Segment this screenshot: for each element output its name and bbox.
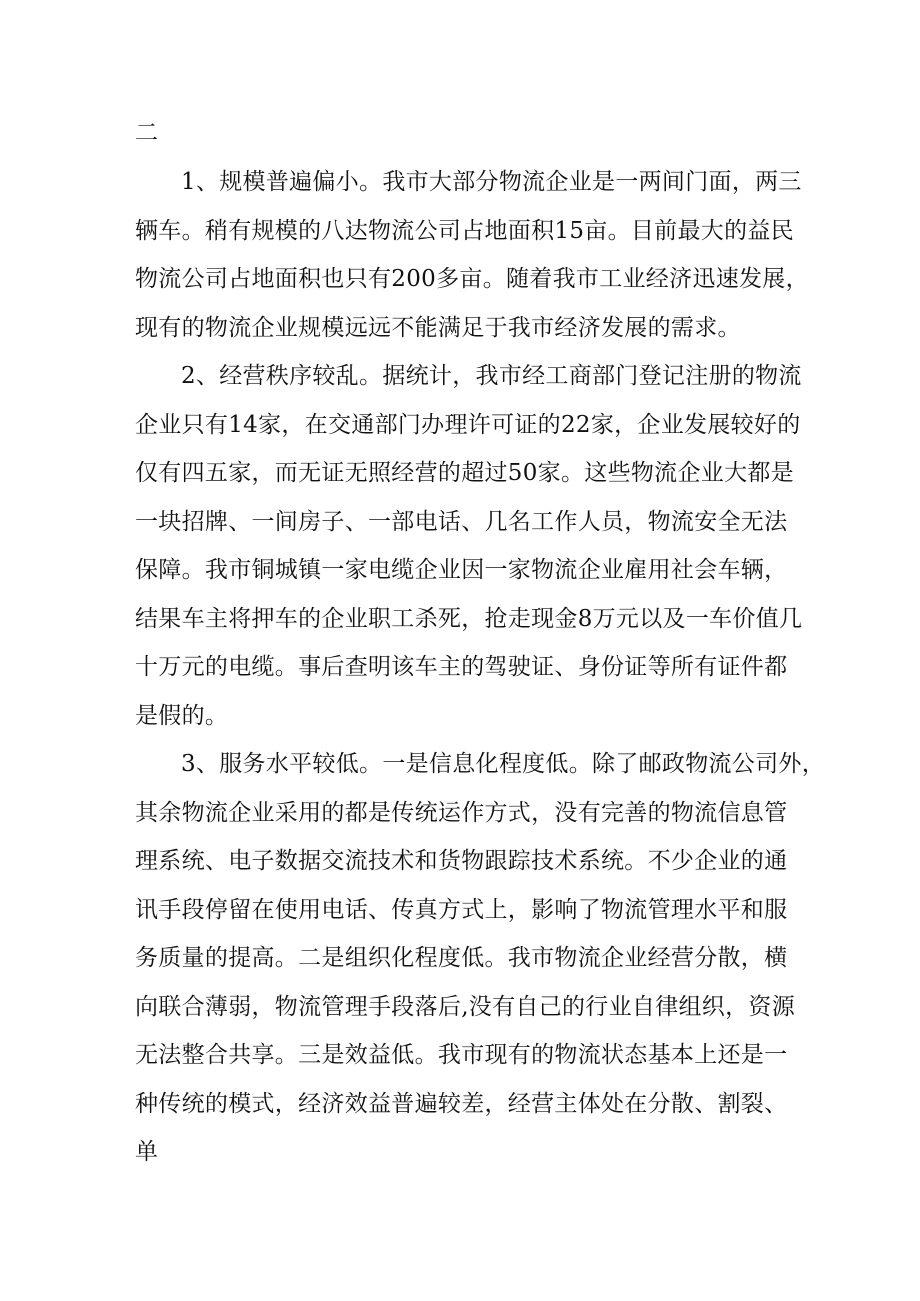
paragraph-3-line-1: 3、服务水平较低。一是信息化程度低。除了邮政物流公司外， (181, 751, 826, 777)
paragraph-3-line-4: 讯手段停留在使用电话、传真方式上，影响了物流管理水平和服 (135, 896, 788, 923)
paragraph-2-line-1: 2、经营秩序较乱。据统计，我市经工商部门登记注册的物流 (181, 363, 802, 389)
paragraph-1-line-4: 现有的物流企业规模远远不能满足于我市经济发展的需求。 (135, 314, 741, 341)
paragraph-3-line-2: 其余物流企业采用的都是传统运作方式，没有完善的物流信息管 (135, 799, 788, 826)
paragraph-1-line-1: 1、规模普遍偏小。我市大部分物流企业是一两间门面，两三 (181, 169, 802, 195)
section-heading: 二 (135, 120, 159, 146)
document-body (135, 108, 826, 1177)
paragraph-3-line-7: 无法整合共享。三是效益低。我市现有的物流状态基本上还是一 (135, 1042, 788, 1068)
paragraph-3-line-9: 单 (135, 1139, 159, 1165)
paragraph-2-line-5: 保障。我市铜城镇一家电缆企业因一家物流企业雇用社会车辆， (135, 557, 788, 583)
paragraph-2-line-3: 仅有四五家，而无证无照经营的超过50家。这些物流企业大都是 (135, 460, 794, 486)
paragraph-1-line-2: 辆车。稍有规模的八达物流公司占地面积15亩。目前最大的益民 (135, 217, 794, 244)
paragraph-3-line-5: 务质量的提高。二是组织化程度低。我市物流企业经营分散，横 (135, 945, 788, 971)
paragraph-1-line-3: 物流公司占地面积也只有200多亩。随着我市工业经济迅速发展， (135, 266, 809, 292)
paragraph-2-line-2: 企业只有14家，在交通部门办理许可证的22家，企业发展较好的 (135, 411, 801, 438)
paragraph-2-line-8: 是假的。 (135, 702, 229, 729)
paragraph-3-line-8: 种传统的模式，经济效益普遍较差，经营主体处在分散、割裂、 (135, 1090, 788, 1117)
paragraph-2-line-4: 一块招牌、一间房子、一部电话、几名工作人员，物流安全无法 (135, 508, 788, 535)
paragraph-3-line-6: 向联合薄弱，物流管理手段落后,没有自己的行业自律组织，资源 (135, 993, 796, 1020)
paragraph-2-line-7: 十万元的电缆。事后查明该车主的驾驶证、身份证等所有证件都 (135, 654, 788, 680)
paragraph-3-line-3: 理系统、电子数据交流技术和货物跟踪技术系统。不少企业的通 (135, 848, 788, 874)
paragraph-2-line-6: 结果车主将押车的企业职工杀死，抢走现金8万元以及一车价值几 (135, 605, 803, 632)
